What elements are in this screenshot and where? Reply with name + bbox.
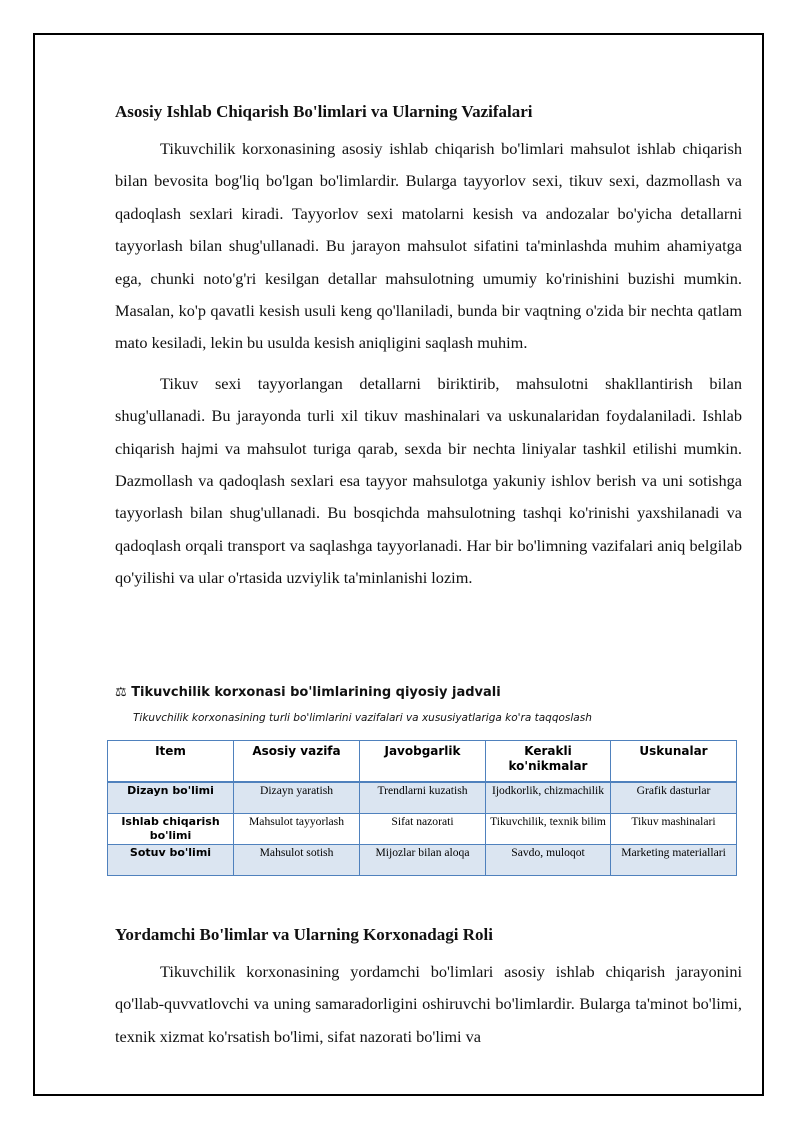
column-header: Kerakli ko'nikmalar xyxy=(486,741,611,783)
table-cell: Dizayn yaratish xyxy=(234,782,360,814)
table-cell: Ijodkorlik, chizmachilik xyxy=(486,782,611,814)
table-row xyxy=(108,845,737,876)
table-title xyxy=(115,684,742,702)
section-heading: Asosiy Ishlab Chiqarish Bo'limlari va Ularning Vazifalari xyxy=(115,102,533,121)
column-header: Item xyxy=(108,741,234,783)
table-cell: Sotuv bo'limi xyxy=(108,845,234,876)
paragraph: Tikuvchilik korxonasining asosiy ishlab chiqarish bo'limlari mahsulot ishlab chiqarish bilan bevosita bog'liq bo'lgan bo'limlardir. Bularga tayyorlov sexi, tikuv sexi, dazmollash va qadoqlash sexlari kiradi. Tayyorlov sexi matolarni kesish va andozalar bo'yicha detallarni tayyorlash bilan shug'ullanadi. Bu jarayon mahsulot sifatini ta'minlashda muhim ahamiyatga ega, chunki noto'g'ri kesilgan detallar mahsulotning umumiy ko'rinishini buzishi mumkin. Masalan, ko'p qavatli kesish usuli keng qo'llaniladi, bunda bir vaqtning o'zida bir nechta qatlam mato kesiladi, lekin bu usulda kesish aniqligini saqlash muhim. xyxy=(115,139,742,353)
table-cell: Tikuv mashinalari xyxy=(611,814,737,845)
comparison-table xyxy=(107,740,737,876)
column-header: Javobgarlik xyxy=(360,741,486,783)
column-header: Uskunalar xyxy=(611,741,737,783)
table-cell: Ishlab chiqarish bo'limi xyxy=(108,814,234,845)
column-header: Asosiy vazifa xyxy=(234,741,360,783)
table-cell: Tikuvchilik, texnik bilim xyxy=(486,814,611,845)
table-header-row xyxy=(108,741,737,783)
table-cell: Grafik dasturlar xyxy=(611,782,737,814)
table-row xyxy=(108,782,737,814)
paragraph: Tikuv sexi tayyorlangan detallarni biriktirib, mahsulotni shakllantirish bilan shug'ullanadi. Bu jarayonda turli xil tikuv mashinalari va uskunalaridan foydalaniladi. Ishlab chiqarish hajmi va mahsulot turiga qarab, sexda bir nechta liniyalar tashkil etilishi mumkin. Dazmollash va qadoqlash sexlari esa tayyor mahsulotga yakuniy ishlov berish va uni sotishga tayyorlash bilan shug'ullanadi. Bu bosqichda mahsulotning tashqi ko'rinishi yaxshilanadi va qadoqlash orqali transport va saqlashga tayyorlanadi. Har bir bo'limning vazifalari aniq belgilab qo'yilishi va ular o'rtasida uzviylik ta'minlanishi lozim. xyxy=(115,373,742,588)
table-cell: Marketing materiallari xyxy=(611,845,737,876)
section-main-production xyxy=(115,101,742,595)
table-cell: Mijozlar bilan aloqa xyxy=(360,845,486,876)
table-title-text: Tikuvchilik korxonasi bo'limlarining qiyosiy jadvali xyxy=(131,685,501,700)
table-cell: Dizayn bo'limi xyxy=(108,782,234,814)
table-row xyxy=(108,814,737,845)
table-cell: Sifat nazorati xyxy=(360,814,486,845)
table-cell: Mahsulot sotish xyxy=(234,845,360,876)
section-heading: Yordamchi Bo'limlar va Ularning Korxonadagi Roli xyxy=(115,925,493,944)
table-cell: Mahsulot tayyorlash xyxy=(234,814,360,845)
table-subtitle: Tikuvchilik korxonasining turli bo'limlarini vazifalari va xususiyatlariga ko'ra taqqoslash xyxy=(133,712,592,724)
paragraph: Tikuvchilik korxonasining yordamchi bo'limlari asosiy ishlab chiqarish jarayonini qo'llab-quvvatlovchi va uning samaradorligini oshiruvchi bo'limlardir. Bularga ta'minot bo'limi, texnik xizmat ko'rsatish bo'limi, sifat nazorati bo'limi va xyxy=(115,962,742,1046)
table-cell: Savdo, muloqot xyxy=(486,845,611,876)
scales-icon: ⚖ xyxy=(115,685,127,700)
section-auxiliary xyxy=(115,924,742,1053)
table-cell: Trendlarni kuzatish xyxy=(360,782,486,814)
table-caption xyxy=(115,684,742,725)
